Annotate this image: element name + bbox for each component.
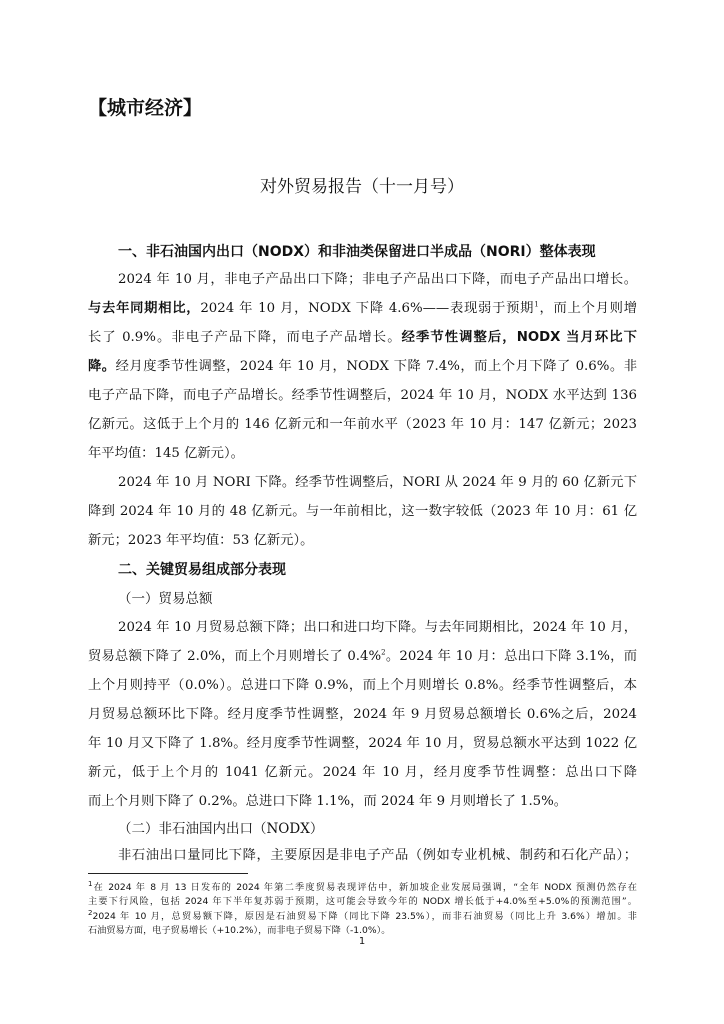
s1-p1-line-3: 长了 0.9%。非电子产品下降，而电子产品增长。经季节性调整后，NODX 当月环比下 [88, 330, 637, 345]
section-1-heading: 一、非石油国内出口（NODX）和非油类保留进口半成品（NORI）整体表现 [118, 244, 596, 260]
footnote-2-line-2: 石油贸易方面，电子贸易增长（+10.2%），而非电子贸易下降（-1.0%）。 [88, 925, 391, 936]
footnote-ref-2: 2 [381, 648, 386, 657]
s2-p1-line-7: 而上个月则下降了 0.2%。总进口下降 1.1%，而 2024 年 9 月则增长了 1.5%。 [88, 794, 568, 809]
s1-p1-line-1: 2024 年 10 月，非电子产品出口下降；非电子产品出口下降，而电子产品出口增长。 [118, 272, 637, 287]
s2-p1-line-1: 2024 年 10 月贸易总额下降；出口和进口均下降。与去年同期相比，2024 年 10 月， [118, 620, 637, 635]
s2-p1-line-2: 贸易总额下降了 2.0%，而上个月则增长了 0.4%$^2$。2024 年 10 月：总出口下降 3.1%，而 [88, 648, 637, 664]
s1-p1-line-2: 与去年同期相比，2024 年 10 月，NODX 下降 4.6%——表现弱于预期$^1$，而上个月则增 [88, 300, 637, 316]
report-title: 对外贸易报告（十一月号） [260, 177, 464, 197]
page-number: 1 [358, 936, 366, 947]
footnote-divider [88, 873, 248, 874]
s2-p1-line-5: 年 10 月又下降了 1.8%。经月度季节性调整，2024 年 10 月，贸易总额水平达到 1022 亿 [88, 736, 637, 751]
footnote-1-line-1: $^1$在 2024 年 8 月 13 日发布的 2024 年第二季度贸易表现评估中，新加坡企业发展局强调，“全年 NODX 预测仍然存在 [88, 879, 637, 893]
subsection-total-trade: （一）贸易总额 [118, 591, 213, 607]
s1-p1-line-7: 年平均值：145 亿新元）。 [88, 446, 244, 461]
footnote-2-line-1: $^2$2024 年 10 月，总贸易额下降，原因是石油贸易下降（同比下降 23.5%），而非石油贸易（同比上升 3.6%）增加。非 [88, 908, 637, 922]
s2-p1-line-6: 新元，低于上个月的 1041 亿新元。2024 年 10 月，经月度季节性调整：总出口下降 [88, 765, 637, 780]
s1-p2-line-2: 降到 2024 年 10 月的 48 亿新元。与一年前相比，这一数字较低（2023 年 10 月：61 亿 [88, 504, 637, 519]
bold-phrase-yoy: 与去年同期相比， [88, 301, 201, 316]
s1-p1-line-6: 亿新元。这低于上个月的 146 亿新元和一年前水平（2023 年 10 月：147 亿新元；2023 [88, 417, 637, 432]
s1-p1-line-4: 降。经月度季节性调整，2024 年 10 月，NODX 下降 7.4%，而上个月下降了 0.6%。非 [88, 359, 637, 374]
footnote-1-line-2: 主要下行风险，包括 2024 年下半年复苏弱于预期，这可能会导致今年的 NODX 增长低于+4.0%至+5.0%的预测范围”。 [88, 896, 637, 907]
s1-p2-line-1: 2024 年 10 月 NORI 下降。经季节性调整后，NORI 从 2024 年 9 月的 60 亿新元下 [118, 475, 637, 490]
footnote-ref-1: 1 [534, 300, 539, 309]
s2-p1-line-3: 上个月则持平（0.0%）。总进口下降 0.9%，而上个月则增长 0.8%。经季节性调整后，本 [88, 678, 637, 693]
s1-p2-line-3: 新元；2023 年平均值：53 亿新元）。 [88, 533, 314, 548]
subsection-nodx: （二）非石油国内出口（NODX） [118, 821, 324, 837]
s1-p1-line-5: 电子产品下降，而电子产品增长。经季节性调整后，2024 年 10 月，NODX 水平达到 136 [88, 388, 637, 403]
s2-p2-line-1: 非石油出口量同比下降，主要原因是非电子产品（例如专业机械、制药和石化产品）； [118, 848, 637, 863]
bold-phrase-seasonal: 经季节性调整后，NODX 当月环比下 [401, 330, 637, 345]
section-2-heading: 二、关键贸易组成部分表现 [118, 562, 286, 578]
section-tag: 【城市经济】 [88, 97, 203, 119]
s2-p1-line-4: 月贸易总额环比下降。经月度季节性调整，2024 年 9 月贸易总额增长 0.6%之后，2024 [88, 707, 637, 722]
